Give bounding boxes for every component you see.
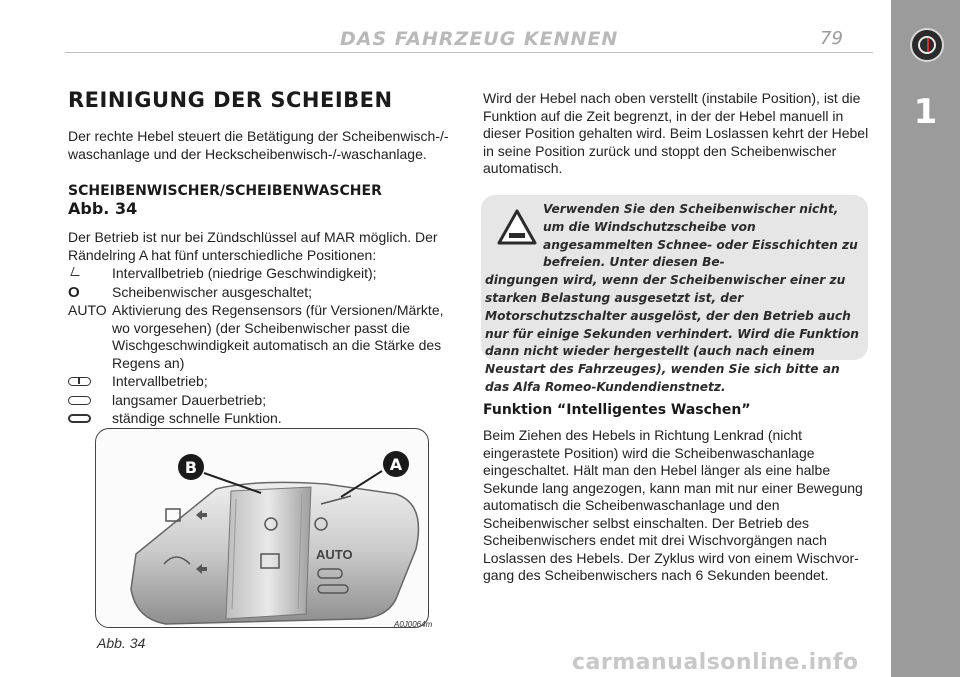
list-item-text: Intervallbetrieb; xyxy=(112,373,208,389)
list-item xyxy=(68,392,458,410)
lever-up-paragraph: Wird der Hebel nach oben verstellt (instabile Position), ist die Funktion auf die Zeit begrenzt, in der der Hebel manuell in dieser Position gehalten wird. Beim Loslassen kehrt der Hebel in seine Position zurück und stoppt den Scheibenwischer automatisch. xyxy=(483,90,869,176)
list-item-text: ständige schnelle Funktion. xyxy=(112,410,282,426)
warning-text-rest: dingungen wird, wenn der Scheibenwischer einer zu starken Belastung ausgesetzt ist, der Motorschutzschalter ausgelöst, der den Betrieb auch nur für einige Sekunden verhindert. Wird die Funktion dann nicht wieder hergestellt (auch nach einem Neustart des Fahrzeuges), wenden Sie sich bitte an das Alfa Romeo-Kundendienstnetz. xyxy=(485,273,859,394)
list-item-text: Intervallbetrieb (niedrige Geschwindigkeit); xyxy=(112,265,377,281)
page-number: 79 xyxy=(820,28,843,49)
wiper-lever-figure xyxy=(95,428,429,628)
running-header: DAS FAHRZEUG KENNEN xyxy=(340,28,619,50)
intelligent-wash-heading: Funktion “Intelligentes Waschen” xyxy=(483,402,751,418)
fast-continuous-icon xyxy=(68,410,108,427)
callout-b: B xyxy=(184,458,198,477)
subheading-figure-ref: Abb. 34 xyxy=(68,199,138,218)
warning-box xyxy=(481,195,868,394)
slow-continuous-icon xyxy=(68,392,108,409)
list-item xyxy=(68,284,458,302)
warning-text xyxy=(485,201,860,397)
section-title: REINIGUNG DER SCHEIBEN xyxy=(68,88,393,112)
off-symbol: O xyxy=(68,283,80,301)
interval-sensitivity-icon xyxy=(68,265,108,282)
wiper-lever-illustration xyxy=(96,429,428,627)
intro-paragraph: Der rechte Hebel steuert die Betätigung der Scheibenwisch-/-waschanlage und der Heckscheibenwisch-/-waschanlage. xyxy=(68,128,449,162)
position-list xyxy=(68,265,458,429)
watermark: carmanualsonline.info xyxy=(572,650,859,675)
operation-paragraph: Der Betrieb ist nur bei Zündschlüssel auf MAR möglich. Der Rändelring A hat fünf unterschiedliche Positionen: xyxy=(68,229,438,263)
list-item-text: Aktivierung des Regensensors (für Versionen/Märkte, wo vorgesehen) (der Scheibenwischer passt die Wischgeschwindigkeit automatisch an die Stärke des Regens an) xyxy=(112,302,444,371)
warning-text-lead: Verwenden Sie den Scheibenwischer nicht, um die Windschutzscheibe von angesammelten Schnee- oder Eisschichten zu befreien. Unter diesen Be- xyxy=(543,202,858,270)
figure-caption: Abb. 34 xyxy=(97,635,146,651)
intelligent-wash-paragraph: Beim Ziehen des Hebels in Richtung Lenkrad (nicht eingerastete Position) wird die Scheibenwaschanlage eingeschaltet. Hält man den Hebel länger als eine halbe Sekunde lang angezogen, kann man mit nur einer Bewegung automatisch die Scheibenwaschanlage und den Scheibenwischer selbst einschalten. Der Betrieb des Scheibenwischers endet mit drei Wischvorgängen nach Loslassen des Hebels. Der Zyklus wird von einem Wischvorgang des Scheibenwischers nach 6 Sekunden beendet. xyxy=(483,427,863,583)
lever-auto-label: AUTO xyxy=(316,547,353,562)
figure-code: A0J0064m xyxy=(394,620,433,629)
chapter-number: 1 xyxy=(913,92,938,132)
alfa-romeo-logo-icon xyxy=(910,28,944,62)
callout-a: A xyxy=(389,455,403,474)
list-item xyxy=(68,410,458,428)
header-rule xyxy=(65,52,873,53)
list-item xyxy=(68,265,458,283)
subheading-line-1: SCHEIBENWISCHER/SCHEIBENWASCHER xyxy=(68,183,382,199)
list-item xyxy=(68,373,458,391)
list-item xyxy=(68,302,458,372)
list-item-text: Scheibenwischer ausgeschaltet; xyxy=(112,283,313,300)
list-item-text: langsamer Dauerbetrieb; xyxy=(112,391,267,408)
interval-wipe-icon xyxy=(68,373,108,390)
subheading xyxy=(68,183,458,217)
auto-symbol: AUTO xyxy=(68,302,107,318)
